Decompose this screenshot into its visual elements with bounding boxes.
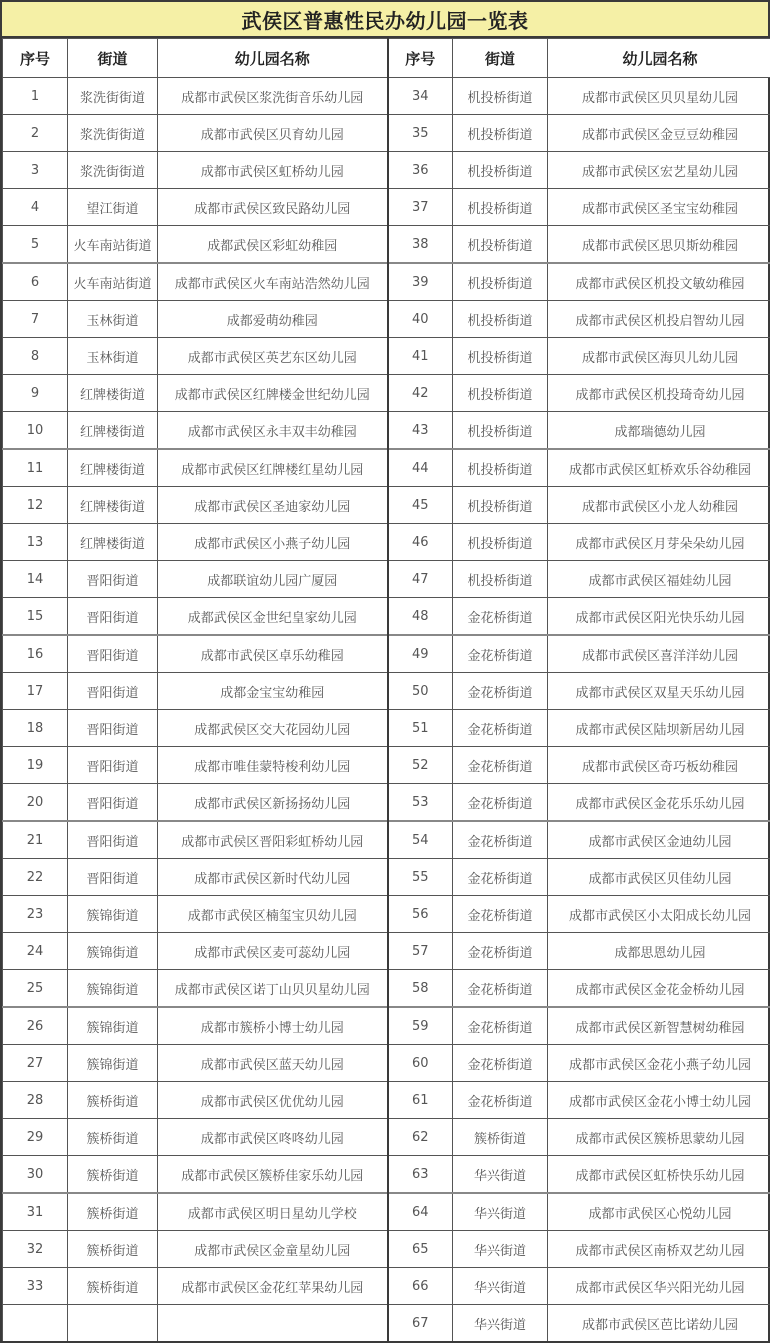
cell-street-right: 华兴街道	[453, 1305, 548, 1343]
cell-street-left: 簇桥街道	[68, 1193, 158, 1231]
cell-name-right: 成都市武侯区宏艺星幼儿园	[548, 152, 770, 189]
cell-street-left: 晋阳街道	[68, 561, 158, 598]
cell-seq-right: 40	[388, 301, 453, 338]
cell-name-left: 成都市武侯区簇桥佳家乐幼儿园	[158, 1156, 388, 1194]
table-row	[3, 263, 770, 301]
cell-seq-left: 32	[3, 1231, 68, 1268]
cell-street-right: 金花桥街道	[453, 1045, 548, 1082]
cell-seq-right: 56	[388, 896, 453, 933]
cell-seq-left: 18	[3, 710, 68, 747]
cell-street-right: 机投桥街道	[453, 524, 548, 561]
cell-street-right: 金花桥街道	[453, 710, 548, 747]
cell-seq-left: 21	[3, 821, 68, 859]
cell-name-left: 成都市武侯区浆洗街音乐幼儿园	[158, 78, 388, 115]
cell-street-right: 华兴街道	[453, 1156, 548, 1194]
cell-name-right: 成都市武侯区虹桥欢乐谷幼稚园	[548, 449, 770, 487]
cell-street-left: 晋阳街道	[68, 710, 158, 747]
cell-seq-right: 67	[388, 1305, 453, 1343]
table-row	[3, 673, 770, 710]
cell-street-right: 机投桥街道	[453, 152, 548, 189]
table-row	[3, 338, 770, 375]
cell-seq-right: 52	[388, 747, 453, 784]
cell-seq-right: 48	[388, 598, 453, 636]
cell-seq-right: 49	[388, 635, 453, 673]
cell-street-left: 簇锦街道	[68, 1007, 158, 1045]
cell-seq-right: 57	[388, 933, 453, 970]
cell-seq-left: 11	[3, 449, 68, 487]
cell-seq-left: 17	[3, 673, 68, 710]
cell-street-right: 金花桥街道	[453, 821, 548, 859]
cell-seq-left: 2	[3, 115, 68, 152]
table-row	[3, 1119, 770, 1156]
cell-name-left: 成都市武侯区明日星幼儿学校	[158, 1193, 388, 1231]
table-row	[3, 301, 770, 338]
cell-street-left: 浆洗街街道	[68, 152, 158, 189]
cell-seq-left: 15	[3, 598, 68, 636]
cell-street-right: 机投桥街道	[453, 375, 548, 412]
header-row	[3, 39, 770, 78]
cell-name-right: 成都瑞德幼儿园	[548, 412, 770, 450]
header-street-left: 街道	[68, 39, 158, 78]
cell-seq-left: 27	[3, 1045, 68, 1082]
cell-street-right: 机投桥街道	[453, 487, 548, 524]
cell-street-right: 金花桥街道	[453, 1007, 548, 1045]
cell-name-right: 成都市武侯区思贝斯幼稚园	[548, 226, 770, 264]
header-street-right: 街道	[453, 39, 548, 78]
cell-seq-right: 54	[388, 821, 453, 859]
cell-name-left: 成都市武侯区红牌楼金世纪幼儿园	[158, 375, 388, 412]
kindergarten-table	[2, 38, 770, 1343]
cell-name-right: 成都市武侯区金豆豆幼稚园	[548, 115, 770, 152]
cell-seq-right: 60	[388, 1045, 453, 1082]
cell-seq-left: 3	[3, 152, 68, 189]
cell-seq-right: 44	[388, 449, 453, 487]
cell-street-left: 晋阳街道	[68, 598, 158, 636]
cell-street-left: 晋阳街道	[68, 747, 158, 784]
table-row	[3, 1305, 770, 1343]
cell-street-right: 金花桥街道	[453, 896, 548, 933]
table-row	[3, 226, 770, 264]
table-row	[3, 524, 770, 561]
cell-name-left: 成都市武侯区新时代幼儿园	[158, 859, 388, 896]
cell-name-right: 成都市武侯区金花乐乐幼儿园	[548, 784, 770, 822]
cell-seq-right: 58	[388, 970, 453, 1008]
cell-name-right: 成都市武侯区海贝儿幼儿园	[548, 338, 770, 375]
cell-name-left: 成都武侯区交大花园幼儿园	[158, 710, 388, 747]
cell-street-left: 玉林街道	[68, 338, 158, 375]
cell-street-left: 簇桥街道	[68, 1231, 158, 1268]
cell-name-left: 成都市武侯区圣迪家幼儿园	[158, 487, 388, 524]
cell-street-right: 金花桥街道	[453, 1082, 548, 1119]
cell-seq-right: 50	[388, 673, 453, 710]
cell-name-left: 成都市武侯区红牌楼红星幼儿园	[158, 449, 388, 487]
cell-name-right: 成都市武侯区喜洋洋幼儿园	[548, 635, 770, 673]
table-row	[3, 115, 770, 152]
cell-name-right: 成都市武侯区簇桥思蒙幼儿园	[548, 1119, 770, 1156]
cell-name-left: 成都市武侯区小燕子幼儿园	[158, 524, 388, 561]
cell-name-right: 成都市武侯区华兴阳光幼儿园	[548, 1268, 770, 1305]
cell-seq-right: 53	[388, 784, 453, 822]
header-name-left: 幼儿园名称	[158, 39, 388, 78]
cell-seq-left: 22	[3, 859, 68, 896]
cell-street-right: 机投桥街道	[453, 412, 548, 450]
cell-name-right: 成都市武侯区奇巧板幼稚园	[548, 747, 770, 784]
cell-street-left: 簇桥街道	[68, 1156, 158, 1194]
cell-name-right: 成都市武侯区阳光快乐幼儿园	[548, 598, 770, 636]
cell-name-left: 成都市武侯区金童星幼儿园	[158, 1231, 388, 1268]
cell-street-left: 红牌楼街道	[68, 412, 158, 450]
cell-street-right: 机投桥街道	[453, 115, 548, 152]
table-row	[3, 1231, 770, 1268]
cell-name-right: 成都市武侯区福娃幼儿园	[548, 561, 770, 598]
cell-seq-left: 10	[3, 412, 68, 450]
table-title: 武侯区普惠性民办幼儿园一览表	[2, 0, 768, 38]
cell-seq-left: 30	[3, 1156, 68, 1194]
cell-street-left: 簇锦街道	[68, 1045, 158, 1082]
table-row	[3, 1268, 770, 1305]
cell-street-left: 火车南站街道	[68, 226, 158, 264]
cell-seq-right: 42	[388, 375, 453, 412]
table-row	[3, 561, 770, 598]
cell-seq-left: 14	[3, 561, 68, 598]
cell-street-left: 晋阳街道	[68, 784, 158, 822]
cell-seq-right: 34	[388, 78, 453, 115]
cell-seq-left: 23	[3, 896, 68, 933]
cell-seq-left: 31	[3, 1193, 68, 1231]
cell-name-left: 成都市武侯区新扬扬幼儿园	[158, 784, 388, 822]
cell-name-right: 成都市武侯区小龙人幼稚园	[548, 487, 770, 524]
table-row	[3, 784, 770, 822]
cell-street-left	[68, 1305, 158, 1343]
cell-name-left: 成都市武侯区蓝天幼儿园	[158, 1045, 388, 1082]
cell-seq-left: 28	[3, 1082, 68, 1119]
cell-seq-right: 35	[388, 115, 453, 152]
cell-name-right: 成都市武侯区芭比诺幼儿园	[548, 1305, 770, 1343]
table-row	[3, 933, 770, 970]
cell-name-left: 成都市武侯区诺丁山贝贝星幼儿园	[158, 970, 388, 1008]
cell-name-left: 成都市武侯区金花红苹果幼儿园	[158, 1268, 388, 1305]
cell-name-left: 成都联谊幼儿园广厦园	[158, 561, 388, 598]
cell-name-left: 成都爱萌幼稚园	[158, 301, 388, 338]
cell-street-right: 金花桥街道	[453, 673, 548, 710]
cell-name-right: 成都市武侯区贝佳幼儿园	[548, 859, 770, 896]
cell-seq-left: 20	[3, 784, 68, 822]
cell-street-right: 机投桥街道	[453, 263, 548, 301]
cell-street-right: 机投桥街道	[453, 78, 548, 115]
cell-name-right: 成都市武侯区机投琦奇幼儿园	[548, 375, 770, 412]
cell-name-right: 成都市武侯区心悦幼儿园	[548, 1193, 770, 1231]
cell-seq-left: 26	[3, 1007, 68, 1045]
table-row	[3, 449, 770, 487]
cell-street-right: 机投桥街道	[453, 301, 548, 338]
cell-name-right: 成都市武侯区南桥双艺幼儿园	[548, 1231, 770, 1268]
cell-seq-right: 43	[388, 412, 453, 450]
table-row	[3, 896, 770, 933]
cell-street-right: 机投桥街道	[453, 449, 548, 487]
cell-street-right: 金花桥街道	[453, 933, 548, 970]
table-row	[3, 598, 770, 636]
cell-street-right: 金花桥街道	[453, 747, 548, 784]
cell-street-right: 金花桥街道	[453, 635, 548, 673]
cell-street-left: 晋阳街道	[68, 859, 158, 896]
cell-name-left: 成都金宝宝幼稚园	[158, 673, 388, 710]
cell-street-right: 机投桥街道	[453, 189, 548, 226]
cell-street-right: 机投桥街道	[453, 561, 548, 598]
cell-street-right: 华兴街道	[453, 1231, 548, 1268]
cell-street-left: 红牌楼街道	[68, 449, 158, 487]
cell-seq-right: 38	[388, 226, 453, 264]
cell-street-right: 机投桥街道	[453, 226, 548, 264]
cell-seq-right: 63	[388, 1156, 453, 1194]
table-row	[3, 1082, 770, 1119]
table-row	[3, 859, 770, 896]
header-seq-right: 序号	[388, 39, 453, 78]
cell-street-right: 簇桥街道	[453, 1119, 548, 1156]
table-row	[3, 821, 770, 859]
cell-seq-right: 66	[388, 1268, 453, 1305]
cell-name-left: 成都市武侯区卓乐幼稚园	[158, 635, 388, 673]
cell-seq-right: 62	[388, 1119, 453, 1156]
cell-name-left: 成都市武侯区虹桥幼儿园	[158, 152, 388, 189]
cell-seq-right: 55	[388, 859, 453, 896]
header-name-right: 幼儿园名称	[548, 39, 770, 78]
cell-street-right: 华兴街道	[453, 1268, 548, 1305]
cell-name-left: 成都市武侯区致民路幼儿园	[158, 189, 388, 226]
cell-seq-right: 37	[388, 189, 453, 226]
cell-street-right: 机投桥街道	[453, 338, 548, 375]
cell-street-left: 晋阳街道	[68, 673, 158, 710]
cell-seq-right: 61	[388, 1082, 453, 1119]
cell-name-right: 成都市武侯区金迪幼儿园	[548, 821, 770, 859]
table-row	[3, 747, 770, 784]
cell-seq-left: 33	[3, 1268, 68, 1305]
cell-street-left: 簇锦街道	[68, 933, 158, 970]
cell-seq-right: 39	[388, 263, 453, 301]
table-row	[3, 375, 770, 412]
cell-seq-right: 65	[388, 1231, 453, 1268]
cell-seq-left: 24	[3, 933, 68, 970]
cell-name-right: 成都市武侯区金花金桥幼儿园	[548, 970, 770, 1008]
cell-street-left: 簇锦街道	[68, 896, 158, 933]
table-row	[3, 1193, 770, 1231]
cell-name-right: 成都市武侯区金花小博士幼儿园	[548, 1082, 770, 1119]
table-row	[3, 970, 770, 1008]
cell-name-right: 成都市武侯区机投文敏幼稚园	[548, 263, 770, 301]
cell-name-right: 成都市武侯区机投启智幼儿园	[548, 301, 770, 338]
cell-seq-left: 4	[3, 189, 68, 226]
cell-name-right: 成都市武侯区贝贝星幼儿园	[548, 78, 770, 115]
cell-street-left: 望江街道	[68, 189, 158, 226]
cell-street-left: 簇桥街道	[68, 1268, 158, 1305]
table-row	[3, 189, 770, 226]
table-row	[3, 1156, 770, 1194]
cell-name-left: 成都市武侯区永丰双丰幼稚园	[158, 412, 388, 450]
cell-seq-right: 59	[388, 1007, 453, 1045]
cell-name-right: 成都市武侯区虹桥快乐幼儿园	[548, 1156, 770, 1194]
cell-seq-right: 41	[388, 338, 453, 375]
cell-name-right: 成都市武侯区圣宝宝幼稚园	[548, 189, 770, 226]
cell-name-left	[158, 1305, 388, 1343]
cell-street-left: 浆洗街街道	[68, 78, 158, 115]
cell-street-left: 红牌楼街道	[68, 375, 158, 412]
cell-name-left: 成都武侯区彩虹幼稚园	[158, 226, 388, 264]
cell-street-left: 红牌楼街道	[68, 487, 158, 524]
cell-street-right: 金花桥街道	[453, 598, 548, 636]
cell-name-left: 成都市武侯区贝育幼儿园	[158, 115, 388, 152]
table-row	[3, 1045, 770, 1082]
cell-seq-left: 13	[3, 524, 68, 561]
cell-street-left: 玉林街道	[68, 301, 158, 338]
table-row	[3, 710, 770, 747]
cell-seq-right: 47	[388, 561, 453, 598]
cell-name-left: 成都市武侯区火车南站浩然幼儿园	[158, 263, 388, 301]
cell-seq-left: 5	[3, 226, 68, 264]
table-row	[3, 1007, 770, 1045]
cell-seq-left: 1	[3, 78, 68, 115]
cell-street-right: 华兴街道	[453, 1193, 548, 1231]
cell-name-right: 成都思恩幼儿园	[548, 933, 770, 970]
cell-street-left: 红牌楼街道	[68, 524, 158, 561]
cell-seq-left: 8	[3, 338, 68, 375]
cell-seq-left: 9	[3, 375, 68, 412]
table-row	[3, 487, 770, 524]
cell-name-right: 成都市武侯区陆坝新居幼儿园	[548, 710, 770, 747]
cell-seq-right: 46	[388, 524, 453, 561]
cell-seq-left: 16	[3, 635, 68, 673]
cell-seq-right: 36	[388, 152, 453, 189]
cell-seq-left	[3, 1305, 68, 1343]
cell-seq-left: 29	[3, 1119, 68, 1156]
cell-seq-left: 12	[3, 487, 68, 524]
cell-name-right: 成都市武侯区小太阳成长幼儿园	[548, 896, 770, 933]
cell-name-left: 成都市武侯区麦可蕊幼儿园	[158, 933, 388, 970]
cell-seq-left: 25	[3, 970, 68, 1008]
table-body	[3, 78, 770, 1343]
cell-name-right: 成都市武侯区金花小燕子幼儿园	[548, 1045, 770, 1082]
header-seq-left: 序号	[3, 39, 68, 78]
cell-name-left: 成都市武侯区咚咚幼儿园	[158, 1119, 388, 1156]
cell-street-right: 金花桥街道	[453, 970, 548, 1008]
cell-street-left: 火车南站街道	[68, 263, 158, 301]
cell-name-left: 成都市簇桥小博士幼儿园	[158, 1007, 388, 1045]
cell-name-left: 成都武侯区金世纪皇家幼儿园	[158, 598, 388, 636]
cell-seq-left: 19	[3, 747, 68, 784]
cell-street-right: 金花桥街道	[453, 859, 548, 896]
cell-name-left: 成都市武侯区英艺东区幼儿园	[158, 338, 388, 375]
cell-street-left: 晋阳街道	[68, 635, 158, 673]
table-row	[3, 78, 770, 115]
cell-street-right: 金花桥街道	[453, 784, 548, 822]
cell-street-left: 簇锦街道	[68, 970, 158, 1008]
cell-name-right: 成都市武侯区月芽朵朵幼儿园	[548, 524, 770, 561]
cell-name-right: 成都市武侯区新智慧树幼稚园	[548, 1007, 770, 1045]
table-row	[3, 152, 770, 189]
cell-seq-left: 6	[3, 263, 68, 301]
cell-street-left: 晋阳街道	[68, 821, 158, 859]
table-row	[3, 412, 770, 450]
cell-name-right: 成都市武侯区双星天乐幼儿园	[548, 673, 770, 710]
cell-street-left: 簇桥街道	[68, 1119, 158, 1156]
cell-seq-left: 7	[3, 301, 68, 338]
cell-name-left: 成都市武侯区优优幼儿园	[158, 1082, 388, 1119]
cell-name-left: 成都市唯佳蒙特梭利幼儿园	[158, 747, 388, 784]
cell-name-left: 成都市武侯区晋阳彩虹桥幼儿园	[158, 821, 388, 859]
cell-name-left: 成都市武侯区楠玺宝贝幼儿园	[158, 896, 388, 933]
table-row	[3, 635, 770, 673]
cell-seq-right: 64	[388, 1193, 453, 1231]
cell-seq-right: 51	[388, 710, 453, 747]
cell-street-left: 簇桥街道	[68, 1082, 158, 1119]
cell-street-left: 浆洗街街道	[68, 115, 158, 152]
cell-seq-right: 45	[388, 487, 453, 524]
